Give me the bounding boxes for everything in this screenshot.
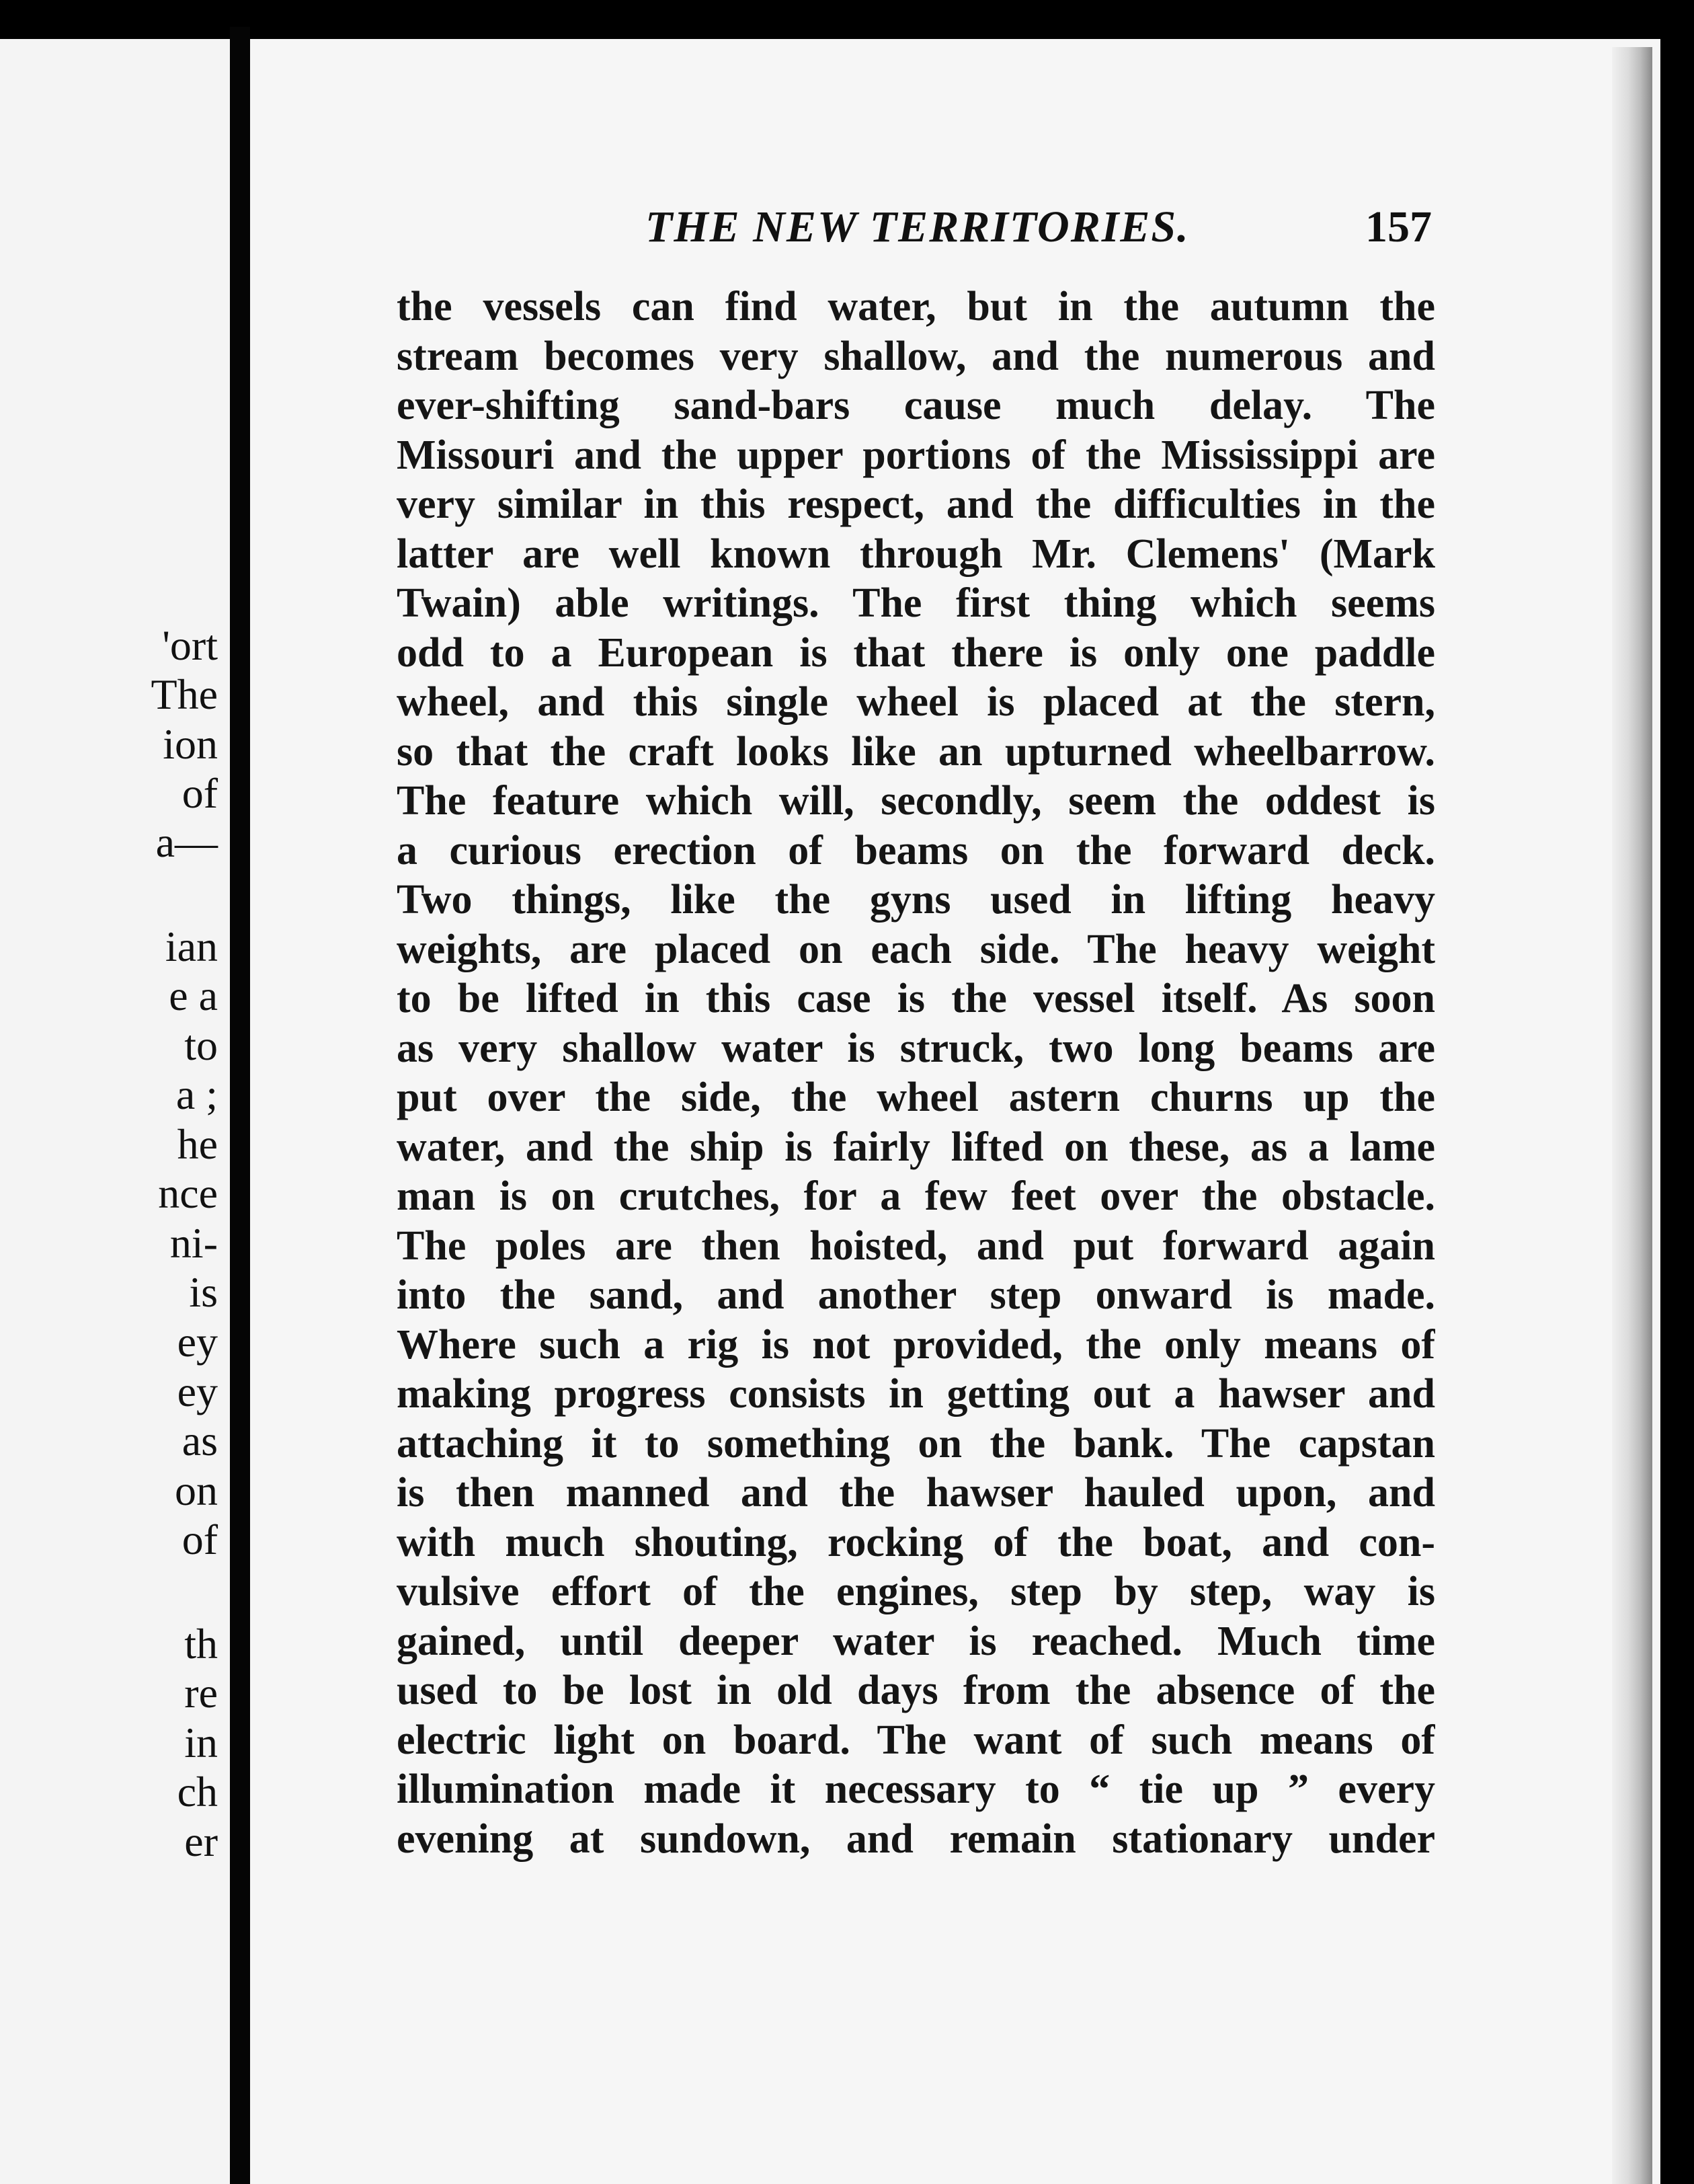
facing-page-text: to bbox=[184, 1021, 218, 1069]
facing-page-text: ey bbox=[177, 1368, 218, 1415]
text-line: water, and the ship is fairly lifted on these, as a lame bbox=[397, 1124, 1435, 1170]
facing-page-text: ni- bbox=[169, 1219, 218, 1267]
facing-page-text: a ; bbox=[175, 1070, 218, 1118]
text-line: electric light on board. The want of such means of bbox=[397, 1717, 1435, 1763]
facing-page-text: ion bbox=[163, 720, 218, 768]
text-line: is then manned and the hawser hauled upon, and bbox=[397, 1470, 1435, 1516]
text-line: attaching it to something on the bank. The capstan bbox=[397, 1420, 1435, 1467]
text-line: Two things, like the gyns used in lifting heavy bbox=[397, 877, 1435, 923]
text-line: used to be lost in old days from the absence of the bbox=[397, 1668, 1435, 1713]
running-head: THE NEW TERRITORIES. bbox=[645, 202, 1190, 251]
text-line: to be lifted in this case is the vessel itself. As soon bbox=[397, 976, 1435, 1021]
facing-page-text: he bbox=[177, 1120, 218, 1168]
book-gutter bbox=[230, 27, 250, 2184]
text-line: Twain) able writings. The first thing which seems bbox=[397, 580, 1435, 626]
facing-page-text: th bbox=[184, 1620, 218, 1668]
text-line: into the sand, and another step onward is made. bbox=[397, 1272, 1435, 1318]
text-line: vulsive effort of the engines, step by step, way is bbox=[397, 1569, 1435, 1614]
text-line: so that the craft looks like an upturned wheelbarrow. bbox=[397, 728, 1435, 775]
facing-page-text: The bbox=[151, 670, 218, 718]
text-line: illumination made it necessary to “ tie up ” every bbox=[397, 1766, 1435, 1812]
text-line: making progress consists in getting out a hawser and bbox=[397, 1371, 1435, 1417]
text-line: with much shouting, rocking of the boat, and con- bbox=[397, 1519, 1435, 1565]
facing-page-text: is bbox=[189, 1268, 218, 1316]
text-line: gained, until deeper water is reached. Much time bbox=[397, 1618, 1435, 1664]
facing-page-text: er bbox=[184, 1818, 218, 1865]
text-line: a curious erection of beams on the forward deck. bbox=[397, 827, 1435, 873]
facing-page-text: a— bbox=[155, 818, 218, 866]
facing-page-text: as bbox=[182, 1417, 218, 1465]
text-line: very similar in this respect, and the difficulties in the bbox=[397, 481, 1435, 527]
text-line: The poles are then hoisted, and put forward again bbox=[397, 1222, 1435, 1269]
facing-page-text: re bbox=[184, 1669, 218, 1717]
facing-page-text: of bbox=[182, 769, 218, 817]
text-line: weights, are placed on each side. The heavy weight bbox=[397, 926, 1435, 972]
text-line: the vessels can find water, but in the autumn the bbox=[397, 284, 1435, 329]
facing-page-text: ch bbox=[177, 1768, 218, 1816]
text-line: put over the side, the wheel astern churns up the bbox=[397, 1075, 1435, 1120]
text-line: man is on crutches, for a few feet over the obstacle. bbox=[397, 1173, 1435, 1219]
facing-page-fragment bbox=[0, 39, 230, 2184]
text-line: Where such a rig is not provided, the only means of bbox=[397, 1321, 1435, 1368]
page-number: 157 bbox=[1365, 202, 1432, 251]
facing-page-text: of bbox=[182, 1516, 218, 1563]
facing-page-text: on bbox=[175, 1467, 218, 1514]
page-header bbox=[645, 202, 1432, 262]
facing-page-text: ian bbox=[165, 923, 218, 970]
facing-page-text: ey bbox=[177, 1318, 218, 1366]
facing-page-text: 'ort bbox=[162, 621, 218, 669]
facing-page-text: e a bbox=[169, 972, 218, 1019]
text-line: stream becomes very shallow, and the numerous and bbox=[397, 333, 1435, 379]
body-paragraph bbox=[397, 282, 1435, 1864]
text-line: as very shallow water is struck, two long beams are bbox=[397, 1025, 1435, 1071]
text-line: wheel, and this single wheel is placed at the stern, bbox=[397, 679, 1435, 725]
text-line: odd to a European is that there is only one paddle bbox=[397, 629, 1435, 676]
facing-page-text: nce bbox=[158, 1169, 218, 1217]
text-line: The feature which will, secondly, seem the oddest is bbox=[397, 778, 1435, 824]
text-line: latter are well known through Mr. Clemens' (Mark bbox=[397, 531, 1435, 577]
page-edge-shadow bbox=[1612, 47, 1652, 2184]
text-line: evening at sundown, and remain stationary under bbox=[397, 1816, 1435, 1862]
facing-page-text: in bbox=[184, 1719, 218, 1766]
text-line: ever-shifting sand-bars cause much delay. The bbox=[397, 383, 1435, 428]
text-line: Missouri and the upper portions of the Mississippi are bbox=[397, 432, 1435, 478]
